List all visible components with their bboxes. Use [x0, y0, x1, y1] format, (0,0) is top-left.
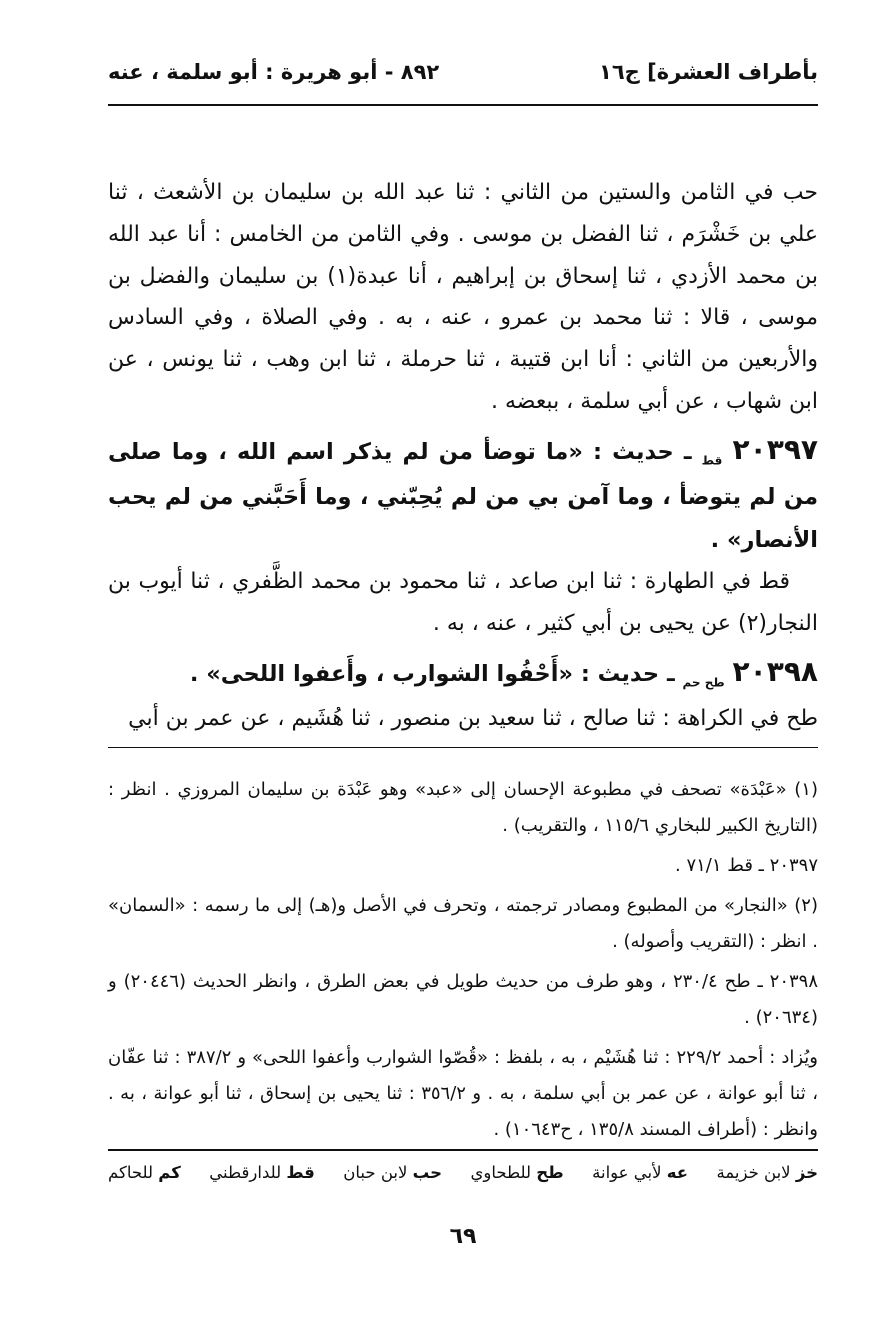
source-item: طح للطحاوي: [470, 1163, 564, 1182]
source-item: قط للدارقطني: [209, 1163, 315, 1182]
running-header: [108, 52, 818, 92]
footnote-1: (١) «عَبْدَة» تصحف في مطبوعة الإحسان إلى «عبد» وهو عَبْدَة بن سليمان المروزي . انظر : (التاريخ الكبير للبخاري ١١٥/٦ ، والتقريب) .: [108, 779, 818, 836]
source-item: حب لابن حبان: [343, 1163, 443, 1182]
footnotes: [108, 772, 818, 1152]
footnote-20398: ٢٠٣٩٨ ـ طح ٢٣٠/٤ ، وهو طرف من حديث طويل في بعض الطرق ، وانظر الحديث (٢٠٤٤٦) و (٢٠٦٣٤) .: [108, 971, 819, 1028]
header-chapter-title: ٨٩٢ - أبو هريرة : أبو سلمة ، عنه: [108, 60, 440, 84]
page-number: ٦٩: [449, 1224, 477, 1249]
paragraph-hibban: حب في الثامن والستين من الثاني : ثنا عبد الله بن سليمان بن الأشعث ، ثنا علي بن خَشْرَم ، ثنا الفضل بن موسى . وفي الثامن من الخامس : أنا عبد الله بن محمد الأزدي ، ثنا إسحاق بن إبراهيم ، أنا عبدة(١) بن سليمان والفضل بن موسى ، قالا : ثنا محمد بن عمرو ، عنه ، به . وفي الصلاة ، وفي السادس والأربعين من الثاني : أنا ابن قتيبة ، ثنا حرملة ، ثنا ابن وهب ، ثنا يونس ، عن ابن شهاب ، عن أبي سلمة ، ببعضه .: [108, 180, 818, 414]
source-item: عه لأبي عوانة: [592, 1163, 689, 1182]
footnote-2: (٢) «النجار» من المطبوع ومصادر ترجمته ، وتحرف في الأصل و(هـ) إلى ما رسمه : «السمان» . انظر : (التقريب وأصوله) .: [108, 895, 818, 952]
document-page: [108, 52, 818, 1312]
header-rule: [108, 104, 818, 106]
footnote-rule: [108, 747, 818, 748]
hadith-20397: [108, 423, 818, 562]
hadith-number: ٢٠٣٩٧: [732, 432, 818, 466]
source-item: كم للحاكم: [108, 1163, 181, 1182]
footnote-additions: ويُزاد : أحمد ٢٢٩/٢ : ثنا هُشَيْم ، به ، بلفظ : «قُصّوا الشوارب وأعفوا اللحى» و ٣٨٧/٢ : ثنا عفّان ، ثنا أبو عوانة ، عن عمر بن أبي سلمة ، به . و ٣٥٦/٢ : ثنا يحيى بن إسحاق ، ثنا أبو عوانة ، به . وانظر : (أطراف المسند ١٣٥/٨ ، ح١٠٦٤٣) .: [108, 1047, 819, 1140]
hadith-text: ـ حديث : «أَحْفُوا الشوارب ، وأَعفوا اللحى» .: [189, 661, 675, 688]
hadith-text: ـ حديث : «ما توضأ من لم يذكر اسم الله ، وما صلى من لم يتوضأ ، وما آمن بي من لم يُحِبّني ، وما أَحَبَّني من لم يحب الأنصار» .: [108, 438, 818, 553]
paragraph-tahawi: طح في الكراهة : ثنا صالح ، ثنا سعيد بن منصور ، ثنا هُشَيم ، عن عمر بن أبي: [128, 706, 818, 732]
hadith-number: ٢٠٣٩٨: [732, 655, 818, 689]
hadith-20398: [108, 645, 818, 698]
hadith-source-code: قط: [701, 453, 723, 468]
sources-rule: [108, 1149, 818, 1151]
footnote-20397: ٢٠٣٩٧ ـ قط ٧١/١ .: [674, 855, 818, 876]
hadith-source-code: طح حم: [682, 675, 725, 690]
header-book-title: بأطراف العشرة] ج١٦: [599, 60, 818, 84]
source-item: خز لابن خزيمة: [716, 1163, 818, 1182]
source-abbreviations: [108, 1163, 818, 1182]
main-text: [108, 172, 818, 740]
paragraph-daraqutni: قط في الطهارة : ثنا ابن صاعد ، ثنا محمود بن محمد الظَّفري ، ثنا أيوب بن النجار(٢) عن يحيى بن أبي كثير ، عنه ، به .: [108, 569, 818, 637]
